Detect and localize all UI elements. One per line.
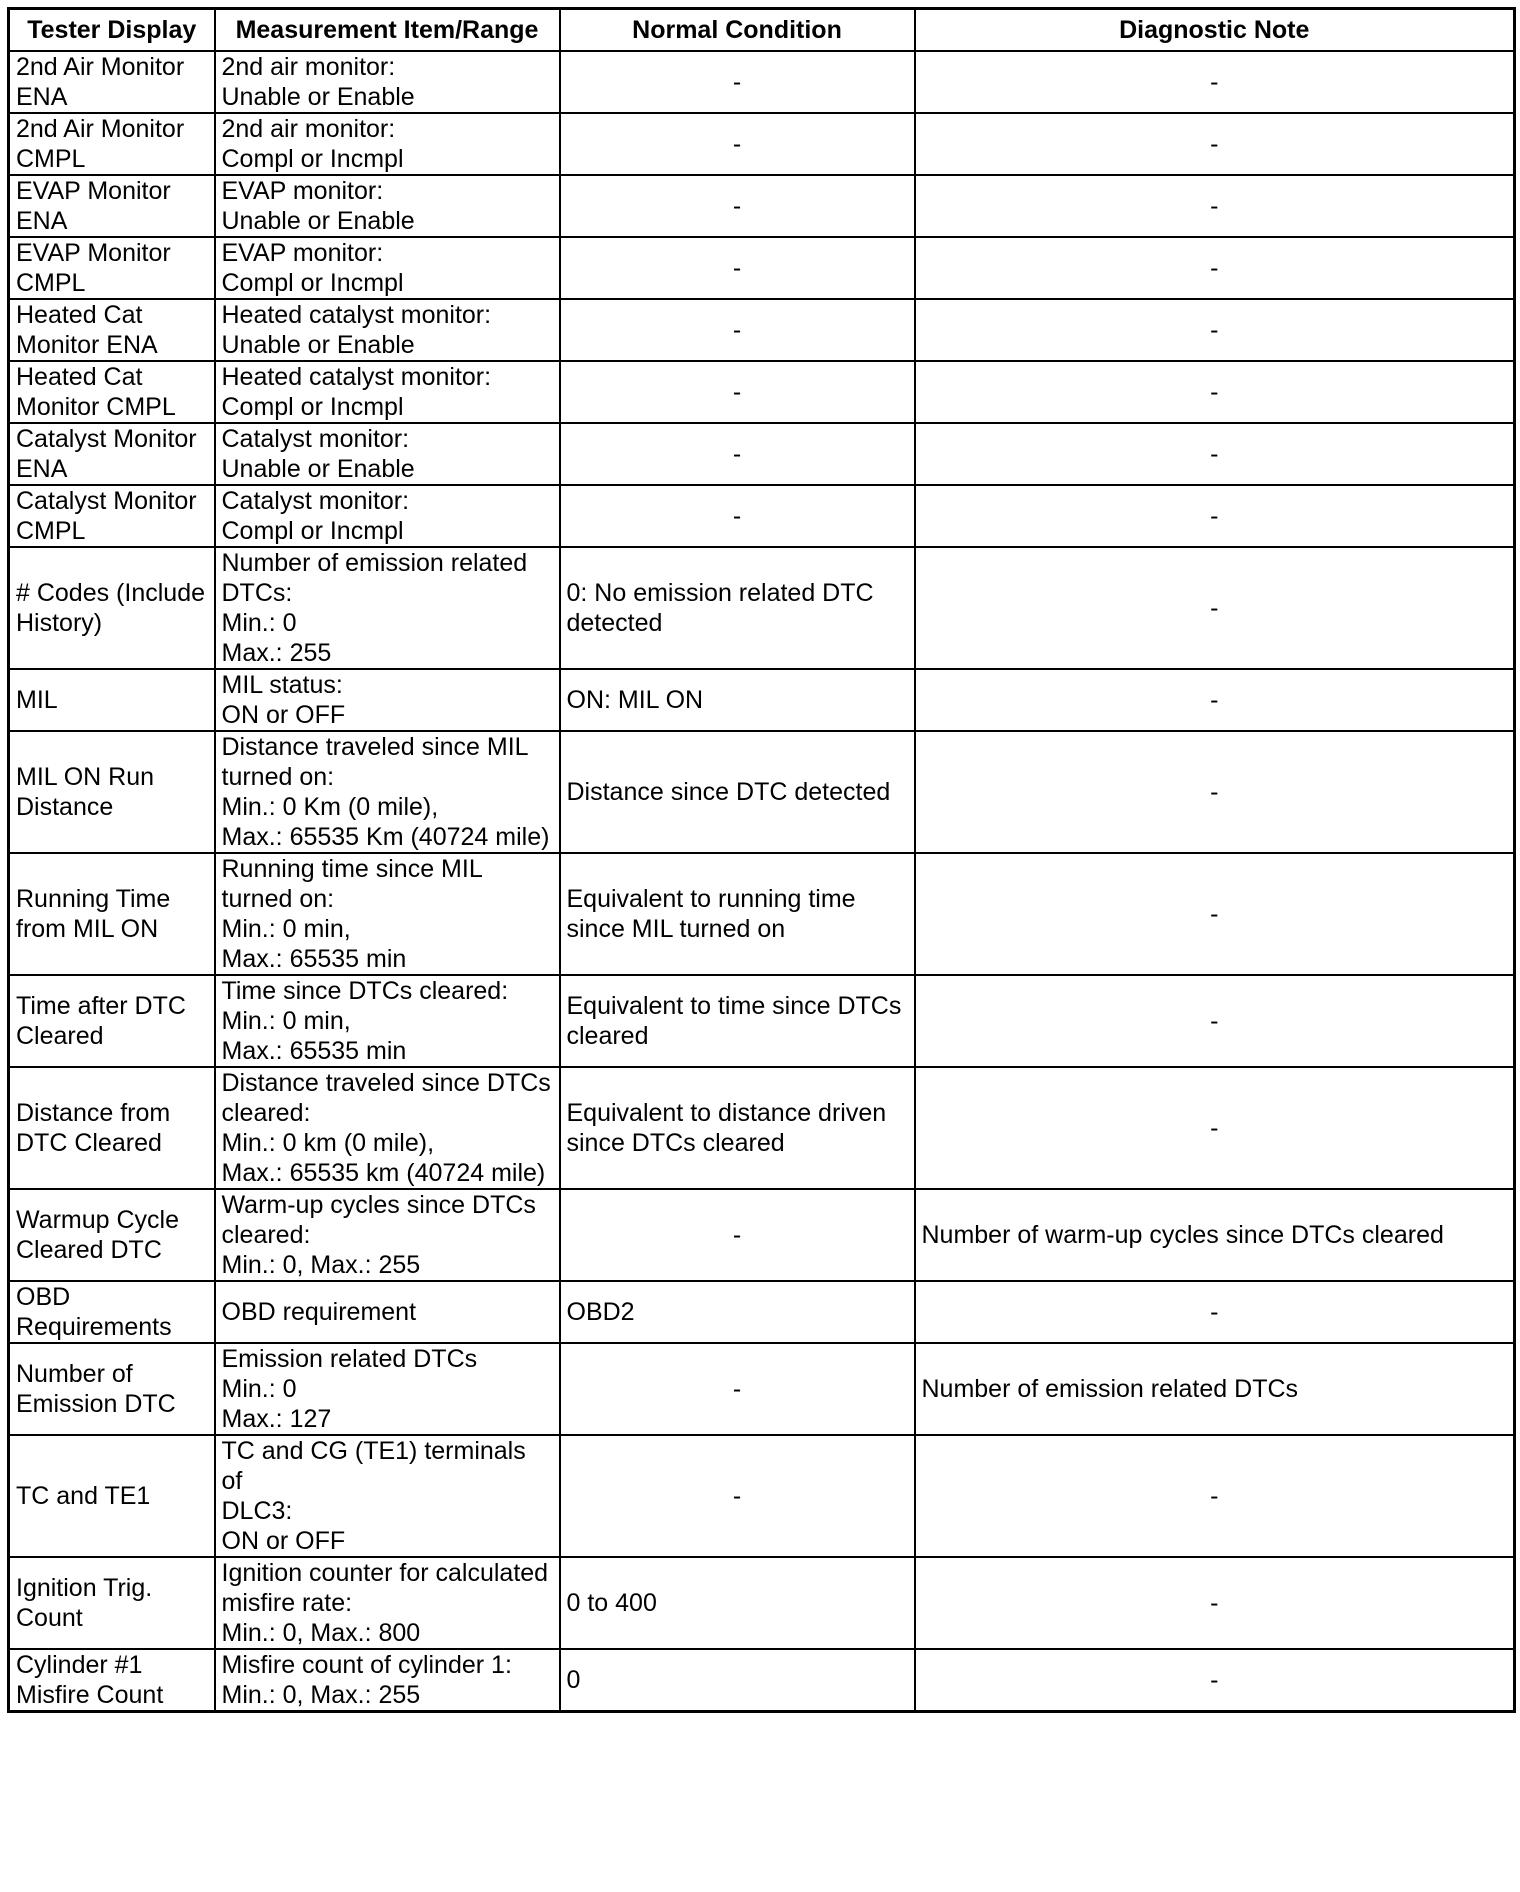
- measurement-cell: Number of emission related DTCs: Min.: 0 Max.: 255: [215, 547, 560, 669]
- tester-display-cell: Time after DTC Cleared: [9, 975, 215, 1067]
- tester-display-cell: 2nd Air Monitor ENA: [9, 51, 215, 113]
- measurement-cell: 2nd air monitor: Compl or Incmpl: [215, 113, 560, 175]
- normal-condition-cell: -: [560, 299, 915, 361]
- diagnostic-note-cell: -: [915, 1557, 1515, 1649]
- data-list-table-container: [7, 7, 1513, 1713]
- table-row: [9, 485, 1515, 547]
- measurement-cell: Ignition counter for calculated misfire rate: Min.: 0, Max.: 800: [215, 1557, 560, 1649]
- table-row: [9, 669, 1515, 731]
- table-row: [9, 51, 1515, 113]
- header-row: [9, 9, 1515, 52]
- diagnostic-note-cell: -: [915, 51, 1515, 113]
- measurement-cell: EVAP monitor: Compl or Incmpl: [215, 237, 560, 299]
- measurement-cell: Misfire count of cylinder 1: Min.: 0, Max.: 255: [215, 1649, 560, 1712]
- normal-condition-cell: -: [560, 1343, 915, 1435]
- diagnostic-note-cell: -: [915, 1435, 1515, 1557]
- normal-condition-cell: -: [560, 113, 915, 175]
- tester-display-cell: Catalyst Monitor CMPL: [9, 485, 215, 547]
- normal-condition-cell: -: [560, 51, 915, 113]
- normal-condition-cell: -: [560, 361, 915, 423]
- measurement-cell: Distance traveled since MIL turned on: Min.: 0 Km (0 mile), Max.: 65535 Km (40724 mile): [215, 731, 560, 853]
- measurement-cell: Heated catalyst monitor: Compl or Incmpl: [215, 361, 560, 423]
- tester-display-cell: MIL ON Run Distance: [9, 731, 215, 853]
- tester-display-cell: Distance from DTC Cleared: [9, 1067, 215, 1189]
- tester-display-cell: 2nd Air Monitor CMPL: [9, 113, 215, 175]
- table-row: [9, 731, 1515, 853]
- table-row: [9, 1343, 1515, 1435]
- diagnostic-note-cell: Number of warm-up cycles since DTCs cleared: [915, 1189, 1515, 1281]
- table-row: [9, 975, 1515, 1067]
- table-row: [9, 1067, 1515, 1189]
- header-measurement-item: Measurement Item/Range: [215, 9, 560, 52]
- tester-display-cell: Ignition Trig. Count: [9, 1557, 215, 1649]
- tester-display-cell: Warmup Cycle Cleared DTC: [9, 1189, 215, 1281]
- diagnostic-note-cell: -: [915, 299, 1515, 361]
- tester-display-cell: TC and TE1: [9, 1435, 215, 1557]
- diagnostic-note-cell: Number of emission related DTCs: [915, 1343, 1515, 1435]
- diagnostic-note-cell: -: [915, 361, 1515, 423]
- measurement-cell: Catalyst monitor: Compl or Incmpl: [215, 485, 560, 547]
- tester-display-cell: Catalyst Monitor ENA: [9, 423, 215, 485]
- measurement-cell: Running time since MIL turned on: Min.: 0 min, Max.: 65535 min: [215, 853, 560, 975]
- normal-condition-cell: -: [560, 1189, 915, 1281]
- diagnostic-note-cell: -: [915, 547, 1515, 669]
- diagnostic-note-cell: -: [915, 237, 1515, 299]
- normal-condition-cell: -: [560, 237, 915, 299]
- table-row: [9, 113, 1515, 175]
- data-list-table: [7, 7, 1516, 1713]
- tester-display-cell: Running Time from MIL ON: [9, 853, 215, 975]
- measurement-cell: 2nd air monitor: Unable or Enable: [215, 51, 560, 113]
- header-diagnostic-note: Diagnostic Note: [915, 9, 1515, 52]
- normal-condition-cell: Distance since DTC detected: [560, 731, 915, 853]
- diagnostic-note-cell: -: [915, 1067, 1515, 1189]
- measurement-cell: Emission related DTCs Min.: 0 Max.: 127: [215, 1343, 560, 1435]
- normal-condition-cell: OBD2: [560, 1281, 915, 1343]
- measurement-cell: TC and CG (TE1) terminals of DLC3: ON or OFF: [215, 1435, 560, 1557]
- normal-condition-cell: Equivalent to time since DTCs cleared: [560, 975, 915, 1067]
- measurement-cell: Time since DTCs cleared: Min.: 0 min, Max.: 65535 min: [215, 975, 560, 1067]
- measurement-cell: OBD requirement: [215, 1281, 560, 1343]
- header-tester-display: Tester Display: [9, 9, 215, 52]
- normal-condition-cell: ON: MIL ON: [560, 669, 915, 731]
- table-row: [9, 853, 1515, 975]
- diagnostic-note-cell: -: [915, 1281, 1515, 1343]
- normal-condition-cell: -: [560, 485, 915, 547]
- normal-condition-cell: -: [560, 1435, 915, 1557]
- table-row: [9, 547, 1515, 669]
- table-row: [9, 237, 1515, 299]
- table-row: [9, 1649, 1515, 1712]
- tester-display-cell: Cylinder #1 Misfire Count: [9, 1649, 215, 1712]
- tester-display-cell: OBD Requirements: [9, 1281, 215, 1343]
- normal-condition-cell: 0: [560, 1649, 915, 1712]
- header-normal-condition: Normal Condition: [560, 9, 915, 52]
- tester-display-cell: Heated Cat Monitor ENA: [9, 299, 215, 361]
- table-row: [9, 361, 1515, 423]
- tester-display-cell: EVAP Monitor ENA: [9, 175, 215, 237]
- diagnostic-note-cell: -: [915, 731, 1515, 853]
- table-row: [9, 423, 1515, 485]
- normal-condition-cell: -: [560, 175, 915, 237]
- table-row: [9, 1557, 1515, 1649]
- table-row: [9, 1435, 1515, 1557]
- measurement-cell: Distance traveled since DTCs cleared: Min.: 0 km (0 mile), Max.: 65535 km (40724 mile): [215, 1067, 560, 1189]
- normal-condition-cell: Equivalent to running time since MIL turned on: [560, 853, 915, 975]
- table-row: [9, 1189, 1515, 1281]
- table-row: [9, 175, 1515, 237]
- diagnostic-note-cell: -: [915, 423, 1515, 485]
- tester-display-cell: MIL: [9, 669, 215, 731]
- measurement-cell: Heated catalyst monitor: Unable or Enable: [215, 299, 560, 361]
- diagnostic-note-cell: -: [915, 113, 1515, 175]
- tester-display-cell: Heated Cat Monitor CMPL: [9, 361, 215, 423]
- normal-condition-cell: Equivalent to distance driven since DTCs cleared: [560, 1067, 915, 1189]
- measurement-cell: Warm-up cycles since DTCs cleared: Min.: 0, Max.: 255: [215, 1189, 560, 1281]
- diagnostic-note-cell: -: [915, 975, 1515, 1067]
- table-row: [9, 1281, 1515, 1343]
- measurement-cell: EVAP monitor: Unable or Enable: [215, 175, 560, 237]
- diagnostic-note-cell: -: [915, 175, 1515, 237]
- tester-display-cell: # Codes (Include History): [9, 547, 215, 669]
- tester-display-cell: EVAP Monitor CMPL: [9, 237, 215, 299]
- diagnostic-note-cell: -: [915, 669, 1515, 731]
- diagnostic-note-cell: -: [915, 485, 1515, 547]
- tester-display-cell: Number of Emission DTC: [9, 1343, 215, 1435]
- normal-condition-cell: 0 to 400: [560, 1557, 915, 1649]
- measurement-cell: Catalyst monitor: Unable or Enable: [215, 423, 560, 485]
- table-row: [9, 299, 1515, 361]
- measurement-cell: MIL status: ON or OFF: [215, 669, 560, 731]
- diagnostic-note-cell: -: [915, 853, 1515, 975]
- normal-condition-cell: -: [560, 423, 915, 485]
- normal-condition-cell: 0: No emission related DTC detected: [560, 547, 915, 669]
- diagnostic-note-cell: -: [915, 1649, 1515, 1712]
